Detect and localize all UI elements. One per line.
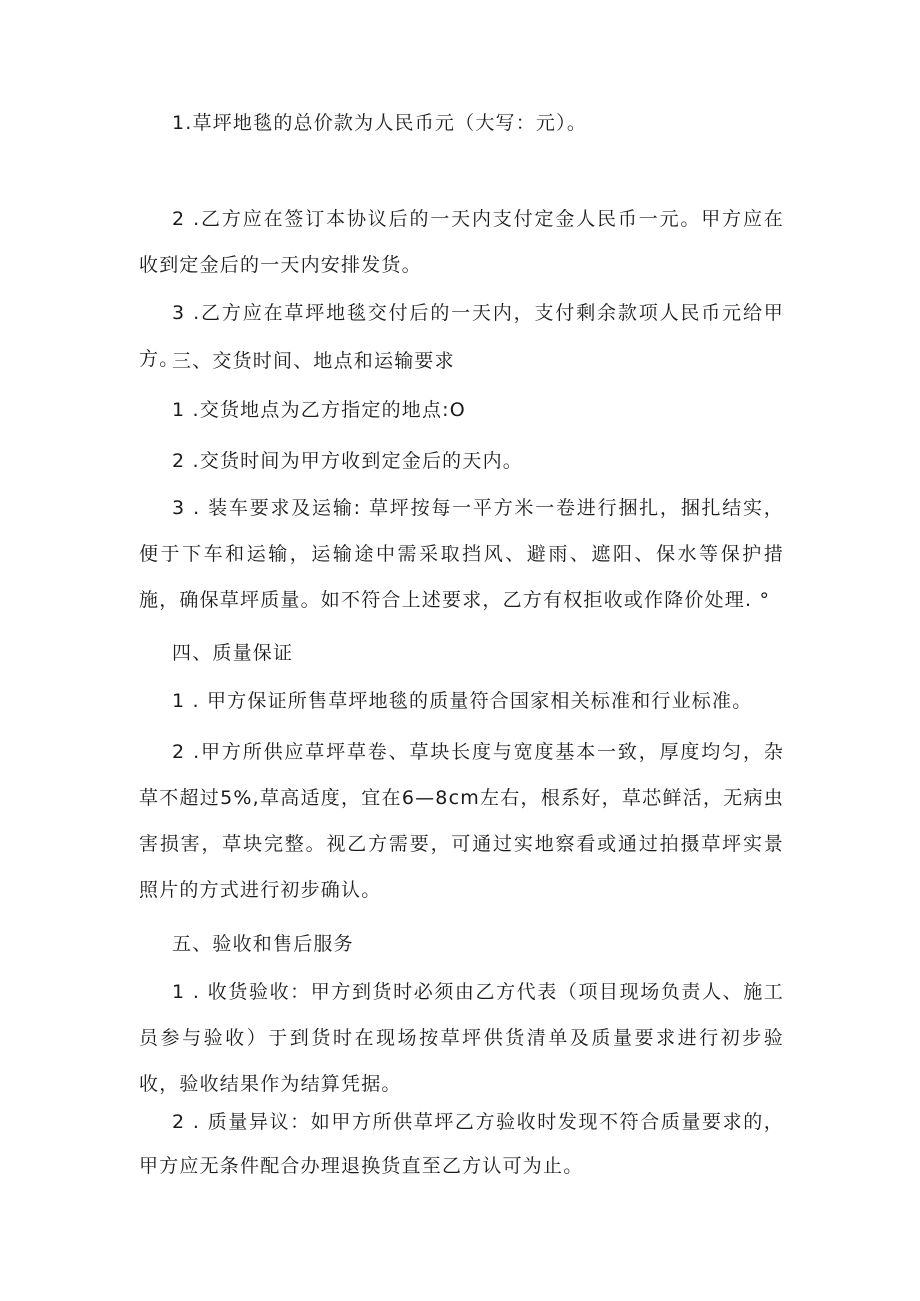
quality-clause-standards: 1 . 甲方保证所售草坪地毯的质量符合国家相关标准和行业标准。: [172, 690, 753, 712]
payment-clause-total-price: 1.草坪地毯的总价款为人民币元（大写：元）。: [172, 112, 588, 134]
section-heading-acceptance: 五、验收和售后服务: [172, 933, 354, 955]
quality-clause-specifications: 2 .甲方所供应草坪草卷、草块长度与宽度基本一致，厚度均匀，杂草不超过5%,草高适度，宜在6—8cm左右，根系好，草芯鲜活，无病虫害损害，草块完整。视乙方需要，可通过实地察看或通过拍摄草坪实景照片的方式进行初步确认。: [139, 741, 784, 901]
section-heading-delivery: 三、交货时间、地点和运输要求: [172, 350, 455, 372]
acceptance-clause-quality-objection: 2 . 质量异议：如甲方所供草坪乙方验收时发现不符合质量要求的，甲方应无条件配合办理退换货直至乙方认可为止。: [139, 1111, 784, 1177]
delivery-clause-loading-transport: 3 . 装车要求及运输: 草坪按每一平方米一卷进行捆扎，捆扎结实，便于下车和运输，运输途中需采取挡风、避雨、遮阳、保水等保护措施，确保草坪质量。如不符合上述要求，乙方有权拒收或作降价处理. °: [139, 497, 784, 611]
delivery-clause-location: 1 .交货地点为乙方指定的地点:O: [172, 399, 466, 421]
payment-clause-balance: 3 .乙方应在草坪地毯交付后的一天内，支付剩余款项人民币元给甲方。: [139, 302, 784, 370]
payment-clause-deposit: 2 .乙方应在签订本协议后的一天内支付定金人民币一元。甲方应在收到定金后的一天内安排发货。: [139, 208, 784, 276]
delivery-clause-time: 2 .交货时间为甲方收到定金后的天内。: [172, 450, 523, 472]
section-heading-quality: 四、质量保证: [172, 642, 294, 664]
acceptance-clause-inspection: 1 . 收货验收：甲方到货时必须由乙方代表（项目现场负责人、施工员参与验收）于到货时在现场按草坪供货清单及质量要求进行初步验收，验收结果作为结算凭据。: [139, 981, 784, 1095]
